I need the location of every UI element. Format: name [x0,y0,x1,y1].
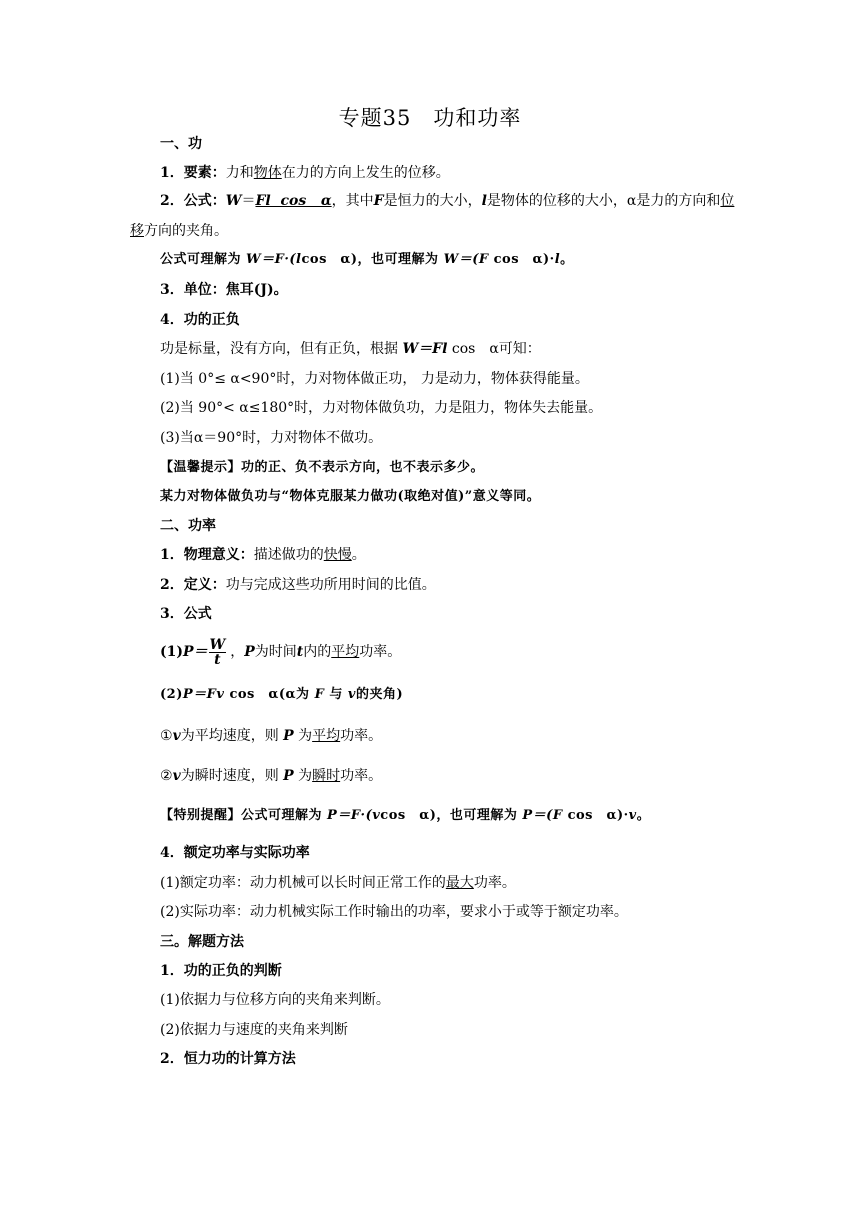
text: 力和 [225,165,254,181]
text: 为平均速度，则 [180,728,279,744]
underlined-term: 位移 [130,193,735,239]
text: 为 [298,768,313,784]
text: 为瞬时速度，则 [180,768,279,784]
text: cos α可知： [451,341,541,357]
text: cos α(α为 [229,687,310,702]
text: 描述做功的 [253,547,324,563]
section-heading-methods: 三。解题方法 [160,934,244,950]
numerator: W [209,636,226,653]
text: 是物体的位移的大小， [486,193,627,209]
text: 【特别提醒】公式可理解为 [160,808,323,823]
method-1a: (1)依据力与位移方向的夹角来判断。 [160,992,390,1008]
symbol-t: t [296,644,304,660]
label: 1．物理意义： [160,547,254,563]
text: cos α)，也可理解为 [380,808,518,823]
formula: P＝(F [522,808,563,823]
symbol-v: v [628,808,637,823]
method-1b: (2)依据力与速度的夹角来判断 [160,1022,348,1038]
symbol-alpha: α [626,193,637,209]
underlined-term: 平均 [331,644,360,660]
text: cos α)· [567,808,629,823]
symbol-v: v [172,728,181,744]
page-title: 专题35 功和功率 [338,106,522,130]
symbol-P: P [283,728,294,744]
warm-tip-2: 某力对物体做负功与“物体克服某力做功(取绝对值)”意义等同。 [160,489,541,504]
text: ① [160,728,173,744]
special-reminder [160,806,650,826]
warm-tip: 【温馨提示】功的正、负不表示方向，也不表示多少。 [160,460,485,475]
formula: P＝ [183,644,208,660]
label: 2．公式： [160,193,226,209]
text: ② [160,768,173,784]
text: 内的 [303,644,332,660]
rated-power-line [160,873,516,893]
underlined-formula: Fl cos α [255,193,332,209]
denominator: t [214,651,221,668]
label: 1．要素： [160,165,226,181]
symbol-W: W [225,193,242,209]
underlined-term: 平均 [312,728,341,744]
text: (2) [160,687,183,702]
text: 。 [560,252,574,267]
label: 2．定义： [160,577,226,593]
formula: W＝(F [443,252,489,267]
physical-meaning-line [160,545,366,565]
text: (1)额定功率：动力机械可以长时间正常工作的 [160,875,446,891]
text: (1) [160,644,183,660]
formula-note [160,250,574,270]
formula: P＝F·(v [327,808,381,823]
text: 与 [329,687,343,702]
instant-power-formula [160,685,403,705]
text: 功率。 [340,728,383,744]
formula: P＝Fv [182,687,225,702]
actual-power-line: (2)实际功率：动力机械实际工作时输出的功率，要求小于或等于额定功率。 [160,904,628,920]
work-formula-paragraph [130,186,740,246]
text: 在力的方向上发生的位移。 [281,165,450,181]
symbol-v: v [347,687,356,702]
formula: W＝Fl [402,341,448,357]
text: 。 [351,547,366,563]
text: 为 [298,728,313,744]
method-2-heading: 2．恒力功的计算方法 [160,1051,296,1067]
work-elements-line [160,163,450,183]
symbol-v: v [172,768,181,784]
average-velocity-case [160,726,382,746]
text: 。 [636,808,651,823]
text: 是恒力的大小， [383,193,482,209]
symbol-F: F [373,193,384,209]
unit-line: 3．单位：焦耳(J)。 [160,282,288,298]
case-positive: (1)当 0°≤ α<90°时，力对物体做正功， 力是动力，物体获得能量。 [160,371,589,387]
text: 的夹角) [355,687,404,702]
text: 功率。 [340,768,383,784]
text: cos α)，也可理解为 [301,252,439,267]
case-negative: (2)当 90°< α≤180°时，力对物体做负功，力是阻力，物体失去能量。 [160,400,603,416]
symbol-l: l [554,252,561,267]
formula-heading: 3．公式 [160,606,212,622]
scalar-paragraph [160,339,541,359]
text: cos α)· [493,252,555,267]
case-zero: (3)当α＝90°时，力对物体不做功。 [160,430,383,446]
underlined-term: 快慢 [323,547,352,563]
definition-line [160,575,436,595]
section-heading-power: 二、功率 [160,518,216,534]
underlined-term: 最大 [445,875,474,891]
average-power-formula [160,637,401,667]
rated-power-heading: 4．额定功率与实际功率 [160,845,310,861]
text: 为时间 [254,644,297,660]
symbol-P: P [283,768,294,784]
text: 功率。 [473,875,516,891]
underlined-term: 物体 [253,165,282,181]
equals: ＝ [241,193,256,209]
symbol-F: F [314,687,325,702]
text: 功是标量，没有方向，但有正负，根据 [160,341,398,357]
text: 公式可理解为 [160,252,242,267]
section-heading-work: 一、功 [160,136,202,152]
text: 功率。 [359,644,402,660]
sign-of-work-heading: 4．功的正负 [160,312,240,328]
formula: W＝F·(l [246,252,302,267]
text: 功与完成这些功所用时间的比值。 [225,577,436,593]
text: 方向的夹角。 [144,223,228,239]
text: ，其中 [331,193,374,209]
symbol-P: P [244,644,255,660]
fraction-W-over-t [209,638,227,667]
instant-velocity-case [160,766,382,786]
symbol-l: l [481,193,487,209]
text: ， [230,644,245,660]
underlined-term: 瞬时 [312,768,341,784]
method-1-heading: 1．功的正负的判断 [160,963,282,979]
text: 是力的方向和 [636,193,721,209]
